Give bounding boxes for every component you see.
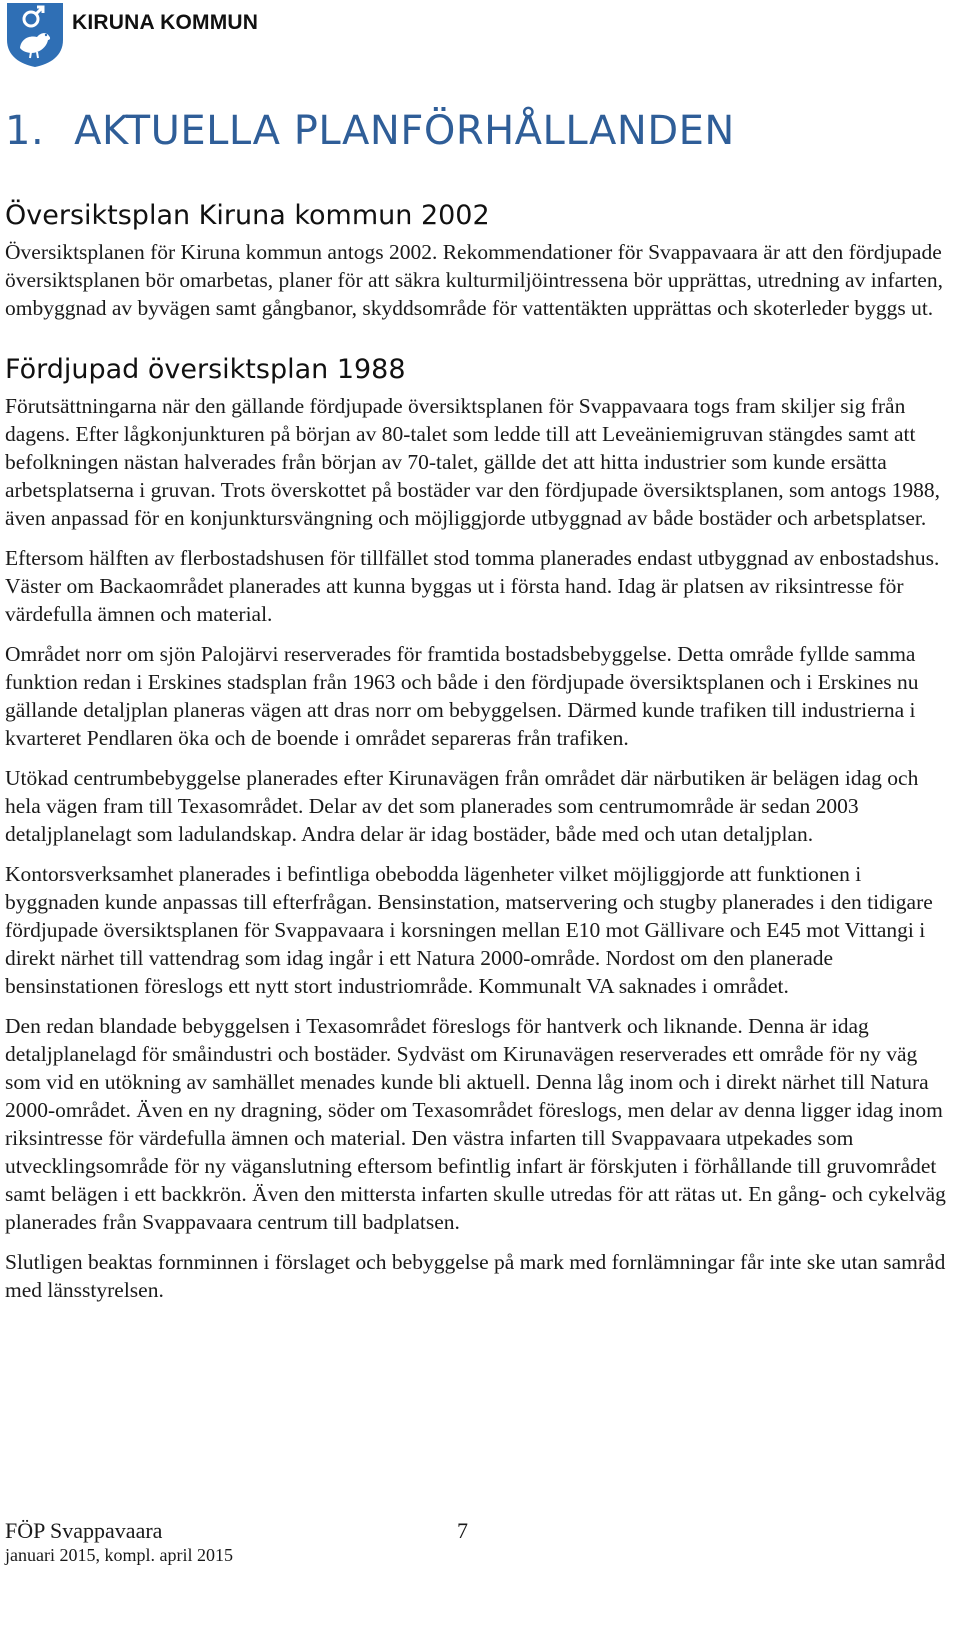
header-logo (6, 2, 258, 68)
paragraph: Slutligen beaktas fornminnen i förslaget och bebyggelse på mark med fornlämningar får inte ske utan samråd med länsstyrelsen. (5, 1250, 946, 1302)
page-footer (5, 1518, 233, 1566)
footer-date: januari 2015, kompl. april 2015 (5, 1545, 233, 1565)
footer-title: FÖP Svappavaara (5, 1518, 163, 1543)
chapter-number: 1. (5, 108, 45, 154)
paragraph: Eftersom hälften av flerbostadshusen för tillfället stod tomma planerades endast utbyggnad av enbostadshus. Väster om Backaområdet planerades att kunna byggas ut i första hand. Idag är platsen av riksintresse för värdefulla ämnen och material. (5, 546, 940, 626)
paragraph: Utökad centrumbebyggelse planerades efter Kirunavägen från området där närbutiken är belägen idag och hela vägen fram till Texasområdet. Delar av det som planerades som centrumområde är sedan 2003 detaljplanelagt som ladulandskap. Andra delar är idag bostäder, både med och utan detaljplan. (5, 766, 919, 846)
chapter-title: AKTUELLA PLANFÖRHÅLLANDEN (74, 108, 735, 154)
kiruna-coat-of-arms-icon (6, 2, 64, 68)
paragraph: Förutsättningarna när den gällande fördjupade översiktsplanen för Svappavaara togs fram skiljer sig från dagens. Efter lågkonjunkturen på början av 80-talet som ledde till att Leveäniemigruvan stängdes samt att befolkningen nästan halverades från början av 70-talet, gällde det att hitta industrier som kunde ersätta arbetsplatserna i gruvan. Trots överskottet på bostäder var den fördjupade översiktsplanen, som antogs 1988, även anpassad för en konjunktursvängning och möjliggjorde utbyggnad av både bostäder och arbetsplatser. (5, 394, 941, 530)
document-body (5, 198, 955, 1316)
section-heading: Fördjupad översiktsplan 1988 (5, 354, 406, 385)
org-name: KIRUNA KOMMUN (72, 11, 259, 34)
paragraph: Området norr om sjön Palojärvi reserverades för framtida bostadsbebyggelse. Detta område fyllde samma funktion redan i Erskines stadsplan från 1963 och både i den fördjupade översiktsplanen och i Erskines nu gällande detaljplan planeras vägen att dras norr om bebyggelsen. Därmed kunde trafiken till industrierna i kvarteret Pendlaren öka och de boende i området separeras från trafiken. (5, 642, 919, 750)
section-heading: Översiktsplan Kiruna kommun 2002 (5, 200, 490, 231)
page-number: 7 (457, 1518, 468, 1543)
paragraph: Kontorsverksamhet planerades i befintliga obebodda lägenheter vilket möjliggjorde att funktionen i byggnaden kunde anpassas till efterfrågan. Bensinstation, matservering och stugby planerades i den tidigare fördjupade översiktsplanen för Svappavaara i korsningen mellan E10 mot Gällivare och E45 mot Vittangi i direkt närhet till vattendrag som idag ingår i ett Natura 2000-område. Nordost om den planerade bensinstationen föreslogs ett nytt stort industriområde. Kommunalt VA saknades i området. (5, 862, 933, 998)
paragraph: Översiktsplanen för Kiruna kommun antogs 2002. Rekommendationer för Svappavaara är att den fördjupade översiktsplanen bör omarbetas, planer för att säkra kulturmiljöintressena bör upprättas, utredning av infarten, ombyggnad av byvägen samt gångbanor, skyddsområde för vattentäkten upprättas och skoterleder byggs ut. (5, 240, 943, 320)
paragraph: Den redan blandade bebyggelsen i Texasområdet föreslogs för hantverk och liknande. Denna är idag detaljplanelagd för småindustri och bostäder. Sydväst om Kirunavägen reserverades ett område för ny väg som vid en utökning av samhället menades kunde bli aktuell. Denna låg inom och i direkt närhet till Natura 2000-området. Även en ny dragning, söder om Texasområdet föreslogs, men delar av denna ligger idag inom riksintresse för värdefulla ämnen och material. Den västra infarten till Svappavaara utpekades som utvecklingsområde för ny väganslutning eftersom befintlig infart är förskjuten i förhållande till gruvområdet samt belägen i ett backkrön. Även den mittersta infarten skulle utredas för att rätas ut. En gång- och cykelväg planerades från Svappavaara centrum till badplatsen. (5, 1014, 946, 1234)
chapter-heading (5, 108, 735, 154)
